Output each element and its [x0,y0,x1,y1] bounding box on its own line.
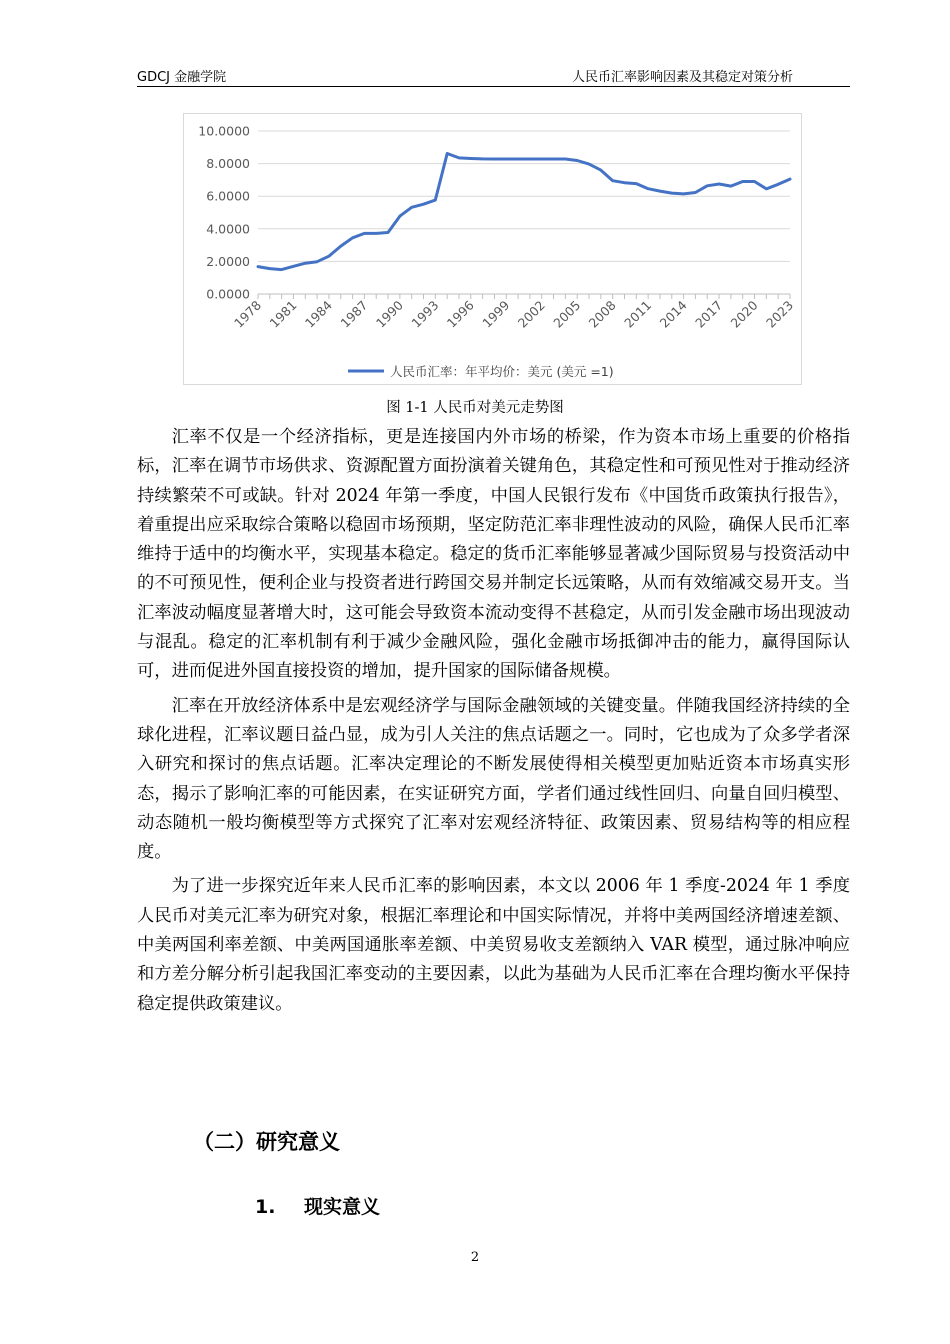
chart-svg [184,114,803,386]
page-header [137,66,850,87]
x-tick-label: 2011 [621,297,655,331]
subsection-number: 1. [255,1196,276,1218]
figure-caption: 图 1-1 人民币对美元走势图 [386,400,564,416]
subsection-heading [255,1192,380,1219]
x-tick-label: 1984 [301,297,336,331]
x-tick-label: 2020 [727,297,761,331]
y-tick-label: 8.0000 [206,156,250,172]
y-tick-label: 4.0000 [206,221,250,237]
series-line [258,154,790,270]
x-tick-label: 2023 [763,297,797,331]
y-tick-label: 0.0000 [206,286,250,302]
page-number: 2 [470,1250,480,1265]
subsection-title: 现实意义 [304,1196,381,1218]
x-tick-label: 1990 [372,297,406,331]
x-tick-label: 1987 [337,297,371,331]
body-text [137,423,850,1024]
x-tick-label: 1999 [479,297,513,331]
section-heading: （二）研究意义 [193,1130,340,1154]
paragraph: 汇率不仅是一个经济指标，更是连接国内外市场的桥梁，作为资本市场上重要的价格指标，汇率在调节市场供求、资源配置方面扮演着关键角色，其稳定性和可预见性对于推动经济持续繁荣不可或缺。针对 2024 年第一季度，中国人民银行发布《中国货币政策执行报告》，着重提出应采取综合策略以稳固市场预期，坚定防范汇率非理性波动的风险，确保人民币汇率维持于适中的均衡水平，实现基本稳定。稳定的货币汇率能够显著减少国际贸易与投资活动中的不可预见性，便利企业与投资者进行跨国交易并制定长远策略，从而有效缩减交易开支。当汇率波动幅度显著增大时，这可能会导致资本流动变得不甚稳定，从而引发金融市场出现波动与混乱。稳定的汇率机制有利于减少金融风险，强化金融市场抵御冲击的能力，赢得国际认可，进而促进外国直接投资的增加，提升国家的国际储备规模。 [137,427,850,682]
x-tick-label: 2014 [656,297,690,331]
header-right: 人民币汇率影响因素及其稳定对策分析 [571,70,793,85]
x-tick-label: 2008 [585,297,619,331]
x-tick-label: 2017 [692,297,726,331]
x-tick-label: 2005 [550,297,584,331]
legend-label: 人民币汇率：年平均价：美元 (美元 =1) [390,364,614,379]
x-tick-label: 1993 [408,297,442,331]
y-tick-label: 6.0000 [206,188,250,204]
x-tick-label: 1978 [231,297,265,331]
exchange-rate-chart [183,113,802,385]
x-tick-label: 1981 [266,297,300,331]
header-left: GDCJ 金融学院 [137,70,227,85]
paragraph: 汇率在开放经济体系中是宏观经济学与国际金融领域的关键变量。伴随我国经济持续的全球化进程，汇率议题日益凸显，成为引人关注的焦点话题之一。同时，它也成为了众多学者深入研究和探讨的焦点话题。汇率决定理论的不断发展使得相关模型更加贴近资本市场真实形态，揭示了影响汇率的可能因素，在实证研究方面，学者们通过线性回归、向量自回归模型、动态随机一般均衡模型等方式探究了汇率对宏观经济特征、政策因素、贸易结构等的相应程度。 [137,695,850,863]
x-tick-label: 1996 [443,297,477,331]
y-tick-label: 2.0000 [206,253,250,269]
x-tick-label: 2002 [514,297,548,331]
y-tick-label: 10.0000 [198,123,250,139]
paragraph: 为了进一步探究近年来人民币汇率的影响因素，本文以 2006 年 1 季度-2024 年 1 季度人民币对美元汇率为研究对象，根据汇率理论和中国实际情况，并将中美两国经济增速差额、中美两国利率差额、中美两国通胀率差额、中美贸易收支差额纳入 VAR 模型，通过脉冲响应和方差分解分析引起我国汇率变动的主要因素，以此为基础为人民币汇率在合理均衡水平保持稳定提供政策建议。 [137,876,850,1014]
